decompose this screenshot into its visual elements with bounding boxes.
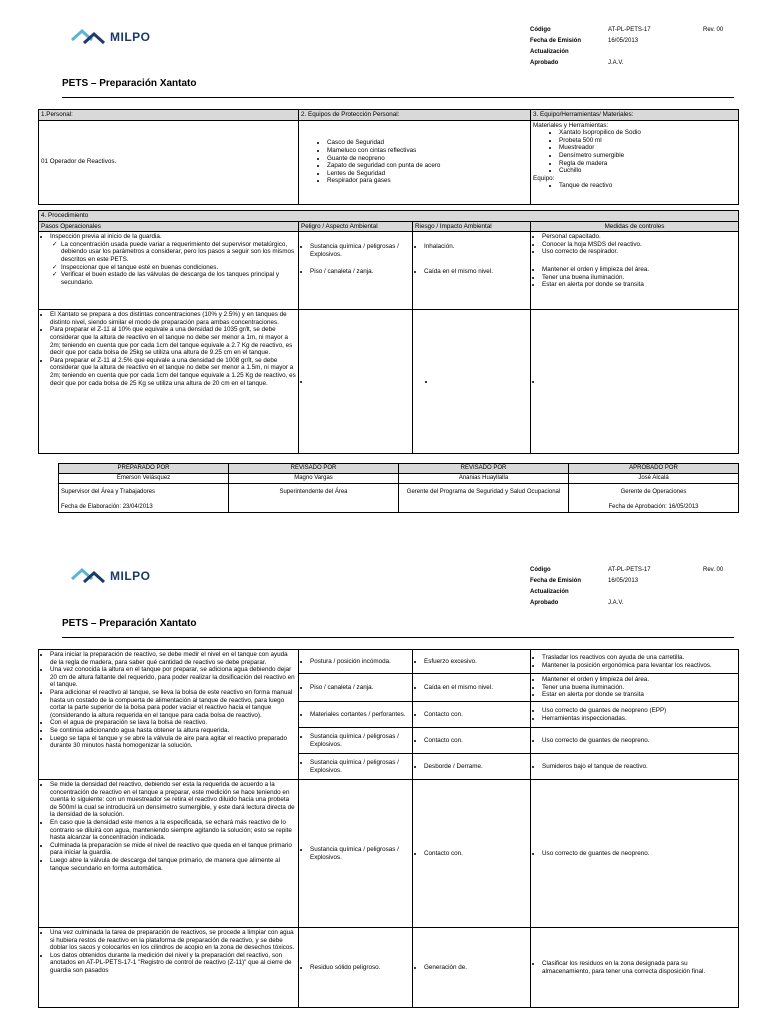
peligro-item: • Materiales cortantes / perforantes. [310,711,410,719]
codigo-value: AT-PL-PETS-17 [608,567,651,573]
preparado-cell [59,484,229,513]
document-meta [530,565,743,609]
epp-item: • Lentes de Seguridad [327,170,528,178]
col-pasos: Pasos Operacionales [39,221,299,232]
medida-item: • Conocer la hoja MSDS del reactivo. [542,241,736,249]
document-meta [530,25,743,69]
riesgo-item: • Caída en el mismo nivel. [424,684,528,692]
equipo-cell [531,120,739,204]
b1-riesgo [413,650,531,674]
epp-cell [299,120,531,204]
row1-pasos [39,232,299,310]
b2-medidas [531,780,739,928]
document-title: PETS – Preparación Xantato [62,618,197,629]
medida-item: • Uso correcto de guantes de neopreno. [542,850,736,858]
personal-header: 1.Personal: [39,110,299,121]
revisado2-label: REVISADO POR [399,464,569,474]
b2-riesgo [413,780,531,928]
material-item: • Regla de madera [559,160,736,168]
riesgo-item: • Desborde / Derrame. [424,763,528,771]
epp-item: • Zapato de seguridad con punta de acero [327,162,528,170]
epp-item: • Mameluco con cintas reflectivas [327,147,528,155]
materiales-label: Materiales y Herramientas: [533,121,609,129]
col-riesgo: Riesgo / Impacto Ambiental [413,221,531,232]
b3-pasos [39,928,299,1008]
aprobado-cell [569,484,739,513]
codigo-label: Código [530,567,551,573]
paso-item: • Con el agua de preparación se lava la bolsa de reactivo. [50,719,296,727]
empty-bullet [542,378,736,386]
paso-item: • Para iniciar la preparación de reactivo, se debe medir el nivel en el tanque con ayuda de la regla de madera, para saber qué cantidad de reactivo se debe preparar. [50,651,296,666]
revisado1-role: Superintendente del Área [279,489,348,495]
actualizacion-label: Actualización [530,589,569,595]
paso-item: • Luego se tapa el tanque y se abre la válvula de aire para agitar el reactivo preparado durante 30 minutos hasta homogenizar la solución. [50,735,296,750]
paso-item: • Para preparar el Z-11 al 2.5% que equivale a una densidad de 1008 gr/lt, se debe considerar que la altura de reactivo en el tanque no debe ser menor a 1.5m, ni mayor a 2m; teniendo en cuenta que por cada 1cm del tanque equivale a 1.25 Kg de reactivo, es decir que por cada bolsa de 25 Kg se utiliza una altura de 20 cm en el tanque. [50,357,296,387]
peligro-item: • Sustancia química / peligrosas / Explosivos. [310,846,410,861]
title-divider [62,97,734,98]
emision-label: Fecha de Emisión [530,38,582,44]
paso-item: • El Xantato se prepara a dos distintas concentraciones (10% y 2.5%) y en tanques de distinto nivel, siendo similar el modo de preparación para ambas concentraciones. [50,311,296,326]
riesgo-item: • Contacto con. [424,850,528,858]
procedimiento-title: 4. Procedimiento [39,211,739,222]
check-item: ✓ Inspeccionar que el tanque esté en buenas condiciones. [61,264,296,272]
medida-item: • Herramientas inspeccionadas. [542,715,736,723]
personal-cell [39,120,299,204]
medida-item: • Tener una buena iluminación. [542,684,736,692]
empty-bullet [310,378,410,386]
material-item: • Xantato Isopropilico de Sodio [559,129,736,137]
col-medidas: Medidas de controles [531,221,739,232]
riesgo-item: • Contacto con. [424,711,528,719]
material-item: • Densímetro sumergible [559,152,736,160]
revisado1-label: REVISADO POR [229,464,399,474]
emision-label: Fecha de Emisión [530,578,582,584]
medida-item: • Uso correcto de guantes de neopreno (EPP) [542,707,736,715]
col-peligro: Peligro / Aspecto Ambiental [299,221,413,232]
medida-item: • Estar en alerta por donde se transita [542,691,736,699]
paso-item: • Culminada la preparación se mide el nivel de reactivo que queda en el tanque primario para iniciar la guardia. [50,842,296,857]
paso-item: • Se mide la densidad del reactivo, debiendo ser esta la requerida de acuerdo a la concentración de reactivo en el tanque a preparar, este medición se hace teniendo en cuenta lo siguiente: con un muestreador se retira el reactivo diluido hacia una probeta de 500ml la cual se introducirá un densímetro sumergible, y este dará lectura directa de la densidad de la solución. [50,781,296,819]
company-name: MILPO [110,30,151,44]
company-name: MILPO [110,569,151,583]
b1-riesgo [413,674,531,702]
b1-medidas [531,754,739,780]
rev-label: Rev. 00 [703,27,724,33]
paso-item: • Los datos obtenidos durante la medición del nivel y la preparación del reactivo, son anotados en AT-PL-PETS-17-1 "Registro de control de reactivo (Z-11)" que al cierre de guardia son pasados [50,952,296,975]
paso-item: • Luego abre la válvula de descarga del tanque primario, de manera que alimente al tanque secundario en forma automática. [50,857,296,872]
preparado-name: Emerson Velásquez [59,474,229,484]
check-item: ✓ Verificar el buen estado de las válvulas de descarga de los tanques principal y secundario. [61,271,296,286]
b1-medidas [531,728,739,754]
revisado1-name: Magno Vargas [229,474,399,484]
row2-pasos [39,310,299,454]
peligro-item: • Postura / posición incómoda. [310,658,410,666]
title-divider [62,637,734,638]
row2-riesgo [413,310,531,454]
row2-medidas [531,310,739,454]
procedimiento-table-cont [38,649,739,1008]
epp-item: • Respirador para gases [327,177,528,185]
emision-value: 16/05/2013 [608,578,639,584]
preparado-label: PREPARADO POR [59,464,229,474]
aprobado-label: Aprobado [530,600,559,606]
b1-peligro [299,754,413,780]
rev-label: Rev. 00 [703,567,724,573]
peligro-item: • Sustancia química / peligrosas / Explosivos. [310,759,410,774]
revisado1-cell [229,484,399,513]
material-item: • Cuchillo [559,167,736,175]
revisado2-role: Gerente del Programa de Seguridad y Salud Ocupacional [406,489,561,495]
medida-item: • Sumideros bajo el tanque de reactivo. [542,763,736,771]
riesgo-item: • Caída en el mismo nivel. [424,268,528,276]
b3-medidas [531,928,739,1008]
paso-item: • Para adicionar el reactivo al tanque, se lleva la bolsa de este reactivo en forma manual hasta un costado de la compuerta de alimentación al tanque de reactivo, para luego cortar la parte superior de la bolsa para poder vaciar el reactivo hacia el tanque (considerando la altura requerida en el tanque para cada bolsa de reactivo). [50,689,296,719]
peligro-item: • Sustancia química / peligrosas / Explosivos. [310,243,410,258]
medida-item: • Uso correcto de respirador. [542,248,736,256]
aprobado-value: J.A.V. [608,600,624,606]
medida-item: • Clasificar los residuos en la zona designada para su almacenamiento, para tener una correcta disposición final. [542,960,736,975]
b1-medidas [531,674,739,702]
b1-medidas [531,650,739,674]
check-item: ✓ La concentración usada puede variar a requerimiento del supervisor metalúrgico, debiendo usar los parámetros a considerar, pero los pasos a seguir son los mismos descritos en este PETS. [61,241,296,264]
epp-header: 2. Equipos de Protección Personal: [299,110,531,121]
b1-peligro [299,728,413,754]
section-personal-table [38,109,739,205]
equipo-header: 3. Equipo/Herramientas/ Materiales: [531,110,739,121]
b1-peligro [299,650,413,674]
row2-peligro [299,310,413,454]
material-item: • Muestreador [559,144,736,152]
aprobado-name: José Alcalá [569,474,739,484]
signature-table [58,463,739,513]
empty-bullet [435,378,528,386]
epp-item: • Guante de neopreno [327,155,528,163]
fecha-elaboracion: Fecha de Elaboración: 23/04/2013 [61,504,153,510]
procedimiento-table [38,210,739,454]
medida-item: • Uso correcto de guantes de neopreno. [542,737,736,745]
riesgo-item: • Generación de. [424,964,528,972]
riesgo-item: • Inhalación. [424,243,528,251]
row1-peligro [299,232,413,310]
b3-peligro [299,928,413,1008]
b1-riesgo [413,702,531,728]
aprobado-role: Gerente de Operaciones [620,489,687,495]
codigo-label: Código [530,27,551,33]
paso-item: • En caso que la densidad este menos a la especificada, se echará más reactivo de lo contrario se diluirá con agua, manteniendo siempre agitando la solución; esto se repite hasta alcanzar la concentración indicada. [50,819,296,842]
medida-item: • Estar en alerta por donde se transita [542,281,736,289]
company-logo [70,567,151,585]
equipo-item: • Tanque de reactivo [559,182,736,190]
aprobado-label: Aprobado [530,60,559,66]
medida-item: • Personal capacitado. [542,233,736,241]
company-logo [70,28,151,46]
peligro-item: • Sustancia química / peligrosas / Explosivos. [310,733,410,748]
peligro-item: • Piso / canaleta / zanja. [310,268,410,276]
epp-item: • Casco de Seguridad [327,139,528,147]
medida-item: • Mantener el orden y limpieza del área. [542,676,736,684]
b2-peligro [299,780,413,928]
b1-riesgo [413,754,531,780]
personal-text: 01 Operador de Reactivos. [41,158,117,166]
b3-riesgo [413,928,531,1008]
b2-pasos [39,780,299,928]
riesgo-item: • Contacto con. [424,737,528,745]
b1-pasos [39,650,299,780]
revisado2-cell [399,484,569,513]
row1-riesgo [413,232,531,310]
paso-item: • Para preparar el Z-11 al 10% que equivale a una densidad de 1035 gr/lt, se debe considerar que la altura de reactivo en el tanque no debe ser menor a 1m, ni mayor a 2m; teniendo en cuenta que por cada 1cm del tanque equivale a 2.7 Kg de reactivo, es decir que por cada bolsa de 25kg se utiliza una altura de 9.25 cm en el tanque. [50,326,296,356]
codigo-value: AT-PL-PETS-17 [608,27,651,33]
preparado-role: Supervisor del Área y Trabajadores [61,489,156,495]
actualizacion-label: Actualización [530,49,569,55]
aprobado-label-sig: APROBADO POR [569,464,739,474]
b1-medidas [531,702,739,728]
medida-item: • Trasladar los reactivos con ayuda de una carretilla. [542,654,736,662]
milpo-logo-icon [70,567,108,585]
row1-medidas [531,232,739,310]
medida-item: • Mantener el orden y limpieza del área. [542,266,736,274]
medida-item: • Mantener la posición ergonómica para levantar los reactivos. [542,662,736,670]
paso-item: • Una vez culminada la tarea de preparación de reactivos, se procede a limpiar con agua si hubiera restos de reactivo en la plataforma de preparación de reactivo, y se debe doblar los sacos y colocarlos en los cilindros de acopio en la zona de desechos tóxicos. [50,929,296,952]
equipo-label: Equipo: [533,174,555,182]
paso-item: • Inspección previa al inicio de la guardia. [50,233,296,241]
riesgo-item: • Esfuerzo excesivo. [424,658,528,666]
fecha-aprobacion: Fecha de Aprobación: 16/05/2013 [608,504,699,510]
peligro-item: • Residuo sólido peligroso. [310,964,410,972]
material-item: • Probeta 500 ml [559,137,736,145]
peligro-item: • Piso / canaleta / zanja. [310,684,410,692]
medida-item: • Tener una buena iluminación. [542,274,736,282]
revisado2-name: Ananias Huayllalla [399,474,569,484]
b1-riesgo [413,728,531,754]
b1-peligro [299,674,413,702]
document-title: PETS – Preparación Xantato [62,78,197,89]
emision-value: 16/05/2013 [608,38,639,44]
b1-peligro [299,702,413,728]
paso-item: • Una vez conocida la altura en el tanque por preparar, se adiciona agua debiendo dejar 20 cm de altura faltante del requerido, para poder realizar la dosificación del reactivo en el tanque. [50,666,296,689]
milpo-logo-icon [70,28,108,46]
page-2 [0,555,768,1024]
aprobado-value: J.A.V. [608,60,624,66]
paso-item: • Se continúa adicionando agua hasta obtener la altura requerida. [50,727,296,735]
